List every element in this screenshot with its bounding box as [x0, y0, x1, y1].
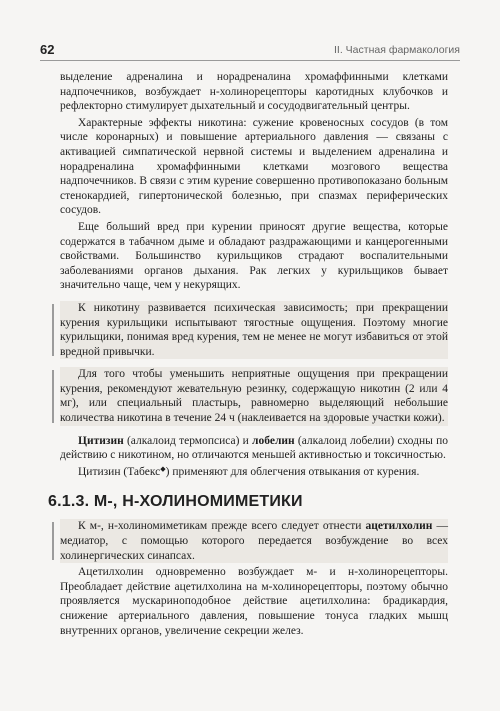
term-cytisine: Цитизин: [78, 434, 124, 447]
term-acetylcholine: ацетилхолин: [365, 520, 433, 533]
paragraph-5: [60, 367, 448, 425]
paragraph-4-text: К никотину развивается психическая зависимость; при прекращении курения курильщики испытывают тягостные ощущения. Поэтому многие курильщики, понимая вред курения, тем не менее не могут избавиться от этой вредной привычки.: [60, 301, 448, 358]
paragraph-3: [60, 220, 448, 293]
paragraph-8-text-a: К м-, н-холиномиметикам прежде всего следует отнести: [78, 520, 366, 533]
running-head: II. Частная фармакология: [334, 44, 460, 56]
page-number: 62: [40, 42, 55, 57]
trademark-mark: ◆: [160, 464, 166, 473]
paragraph-4: [60, 301, 448, 359]
paragraph-2-text: Характерные эффекты никотина: сужение кровеносных сосудов (в том числе коронарных) и повышение артериального давления — связаны с активацией симпатической нервной системы и выделением адреналина и норадреналина хромаффинными клетками мозгового вещества надпочечников. В связи с этим курение совершенно противопоказано больным стенокардией, гипертонической болезнью, при спазмах периферических сосудов.: [60, 116, 448, 217]
page-body: [48, 70, 448, 640]
paragraph-3-text: Еще больший вред при курении приносят другие вещества, которые содержатся в табачном дыме и обладают раздражающими и канцерогенными свойствами. Большинство курильщиков страдают воспалительными заболеваниями органов дыхания. Рак легких у курильщиков бывает значительно чаще, чем у некурящих.: [60, 220, 448, 292]
paragraph-9: [60, 565, 448, 638]
term-lobeline: лобелин: [252, 434, 295, 447]
paragraph-1: [60, 70, 448, 114]
paragraph-6-text-b: (алкалоид лобелии) сходны по действию с никотином, но отличаются меньшей активностью и токсичностью.: [60, 434, 448, 462]
paragraph-8-text-b: — медиатор, с помощью которого передается возбуждение во всех холинергических синапсах.: [60, 520, 448, 562]
paragraph-1-text: выделение адреналина и норадреналина хромаффинными клетками надпочечников, возбуждает н-холинорецепторы каротидных клубочков и рефлекторно стимулирует дыхательный и сосудодвигательный центры.: [60, 71, 448, 113]
paragraph-8: [60, 519, 448, 563]
paragraph-7-text-b: ) применяют для облегчения отвыкания от курения.: [165, 465, 420, 478]
paragraph-9-text: Ацетилхолин одновременно возбуждает м- и н-холинорецепторы. Преобладает действие ацетилхолина на м-холинорецепторы, поэтому обычно проявляется мускариноподобное действие ацетилхолина: брадикардия, снижение артериального давления, повышение тонуса гладких мышц внутренних органов, увеличение секреции желез.: [60, 566, 448, 637]
section-title: 6.1.3. М-, Н-ХОЛИНОМИМЕТИКИ: [48, 493, 303, 511]
paragraph-6: [60, 434, 448, 463]
paragraph-2: [60, 116, 448, 218]
paragraph-7-text-a: Цитизин (Табекс: [78, 465, 161, 478]
paragraph-6-text-a: (алкалоид термопсиса) и: [123, 434, 253, 447]
paragraph-5-text: Для того чтобы уменьшить неприятные ощущения при прекращении курения, рекомендуют жевательную резинку, содержащую никотин (2 или 4 мг), или специальный пластырь, равномерно выделяющий небольшие количества никотина в течение 24 ч (наклеивается на здоровые участки кожи).: [60, 368, 448, 425]
paragraph-7: [60, 465, 448, 480]
page-header: [40, 36, 460, 61]
